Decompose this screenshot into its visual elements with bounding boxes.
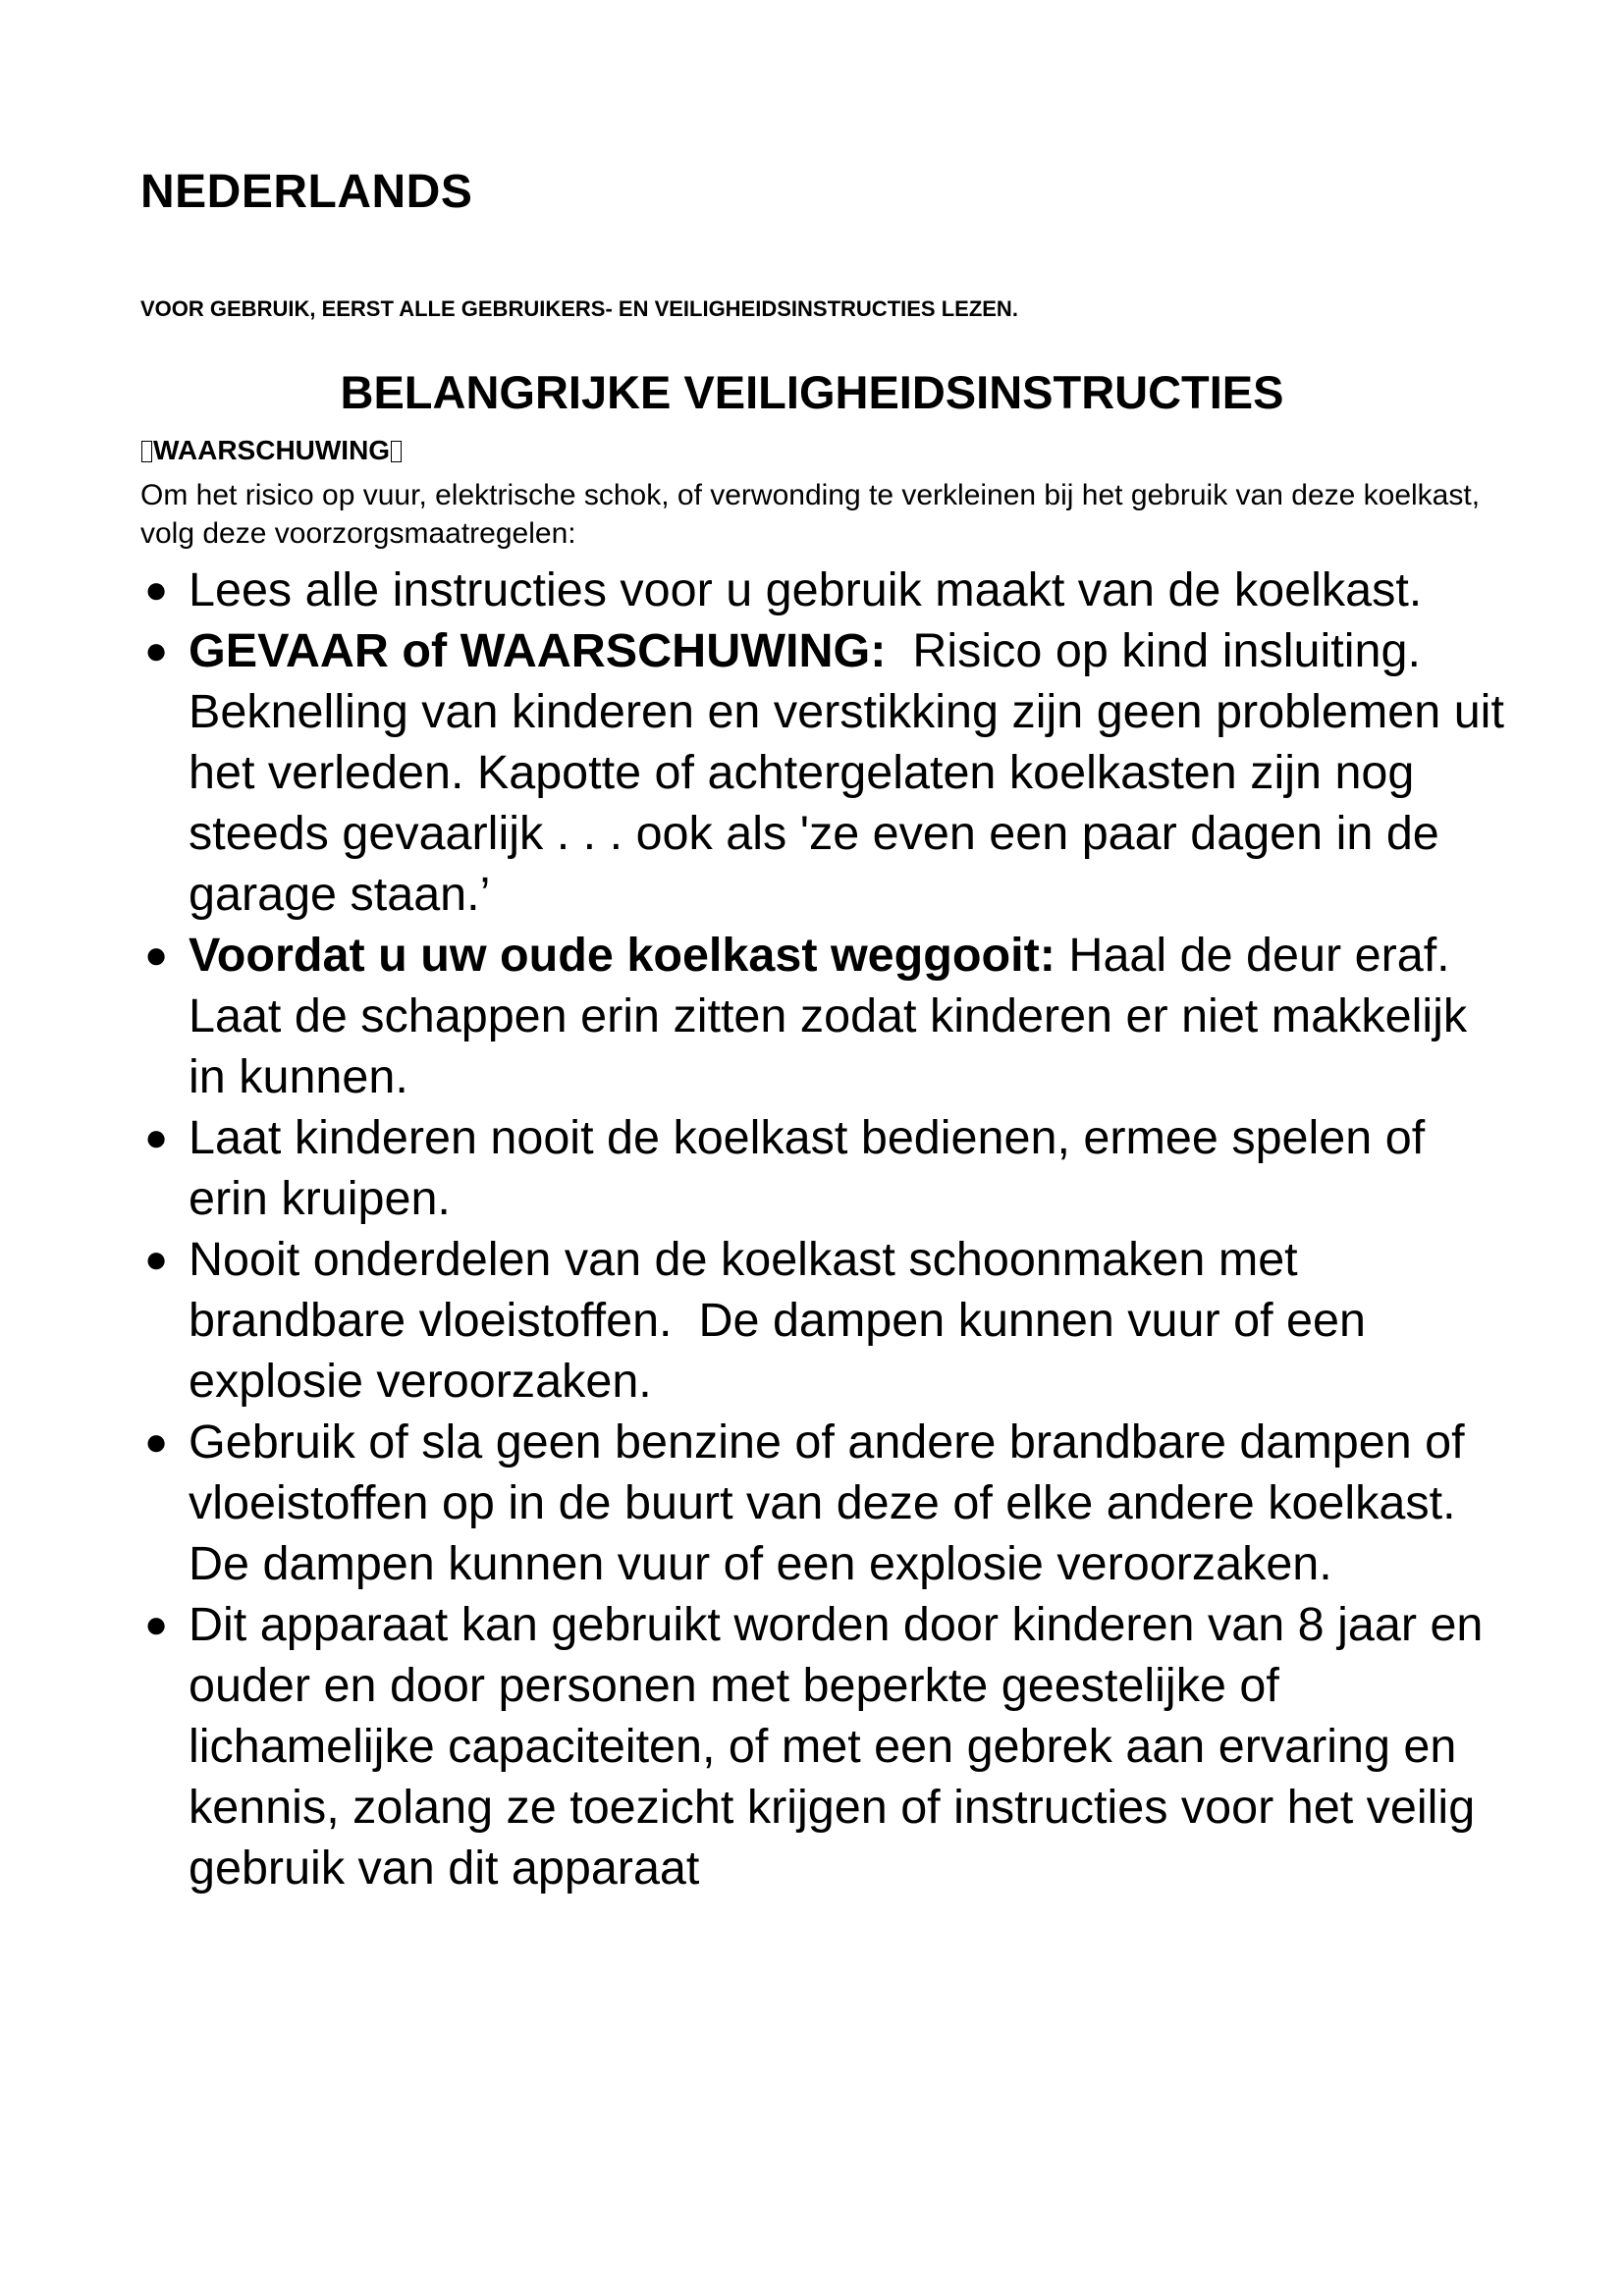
list-item-text <box>189 1594 1515 1898</box>
bullet-icon: ● <box>144 629 169 672</box>
bullet-body: Laat kinderen nooit de koelkast bedienen, ermee spelen of erin kruipen. <box>189 1111 1426 1225</box>
bullet-icon: ● <box>144 1420 169 1464</box>
bullet-paragraph <box>189 1229 1515 1412</box>
bullet-icon: ● <box>144 568 169 612</box>
placeholder-box-icon <box>391 441 402 462</box>
bullet-emphasis: Voordat u uw oude koelkast weggooit: <box>189 929 1056 982</box>
list-item <box>140 1412 1515 1594</box>
list-item <box>140 1107 1515 1229</box>
bullet-paragraph <box>189 1412 1515 1594</box>
list-item-text <box>189 620 1515 925</box>
bullet-paragraph <box>189 1107 1515 1229</box>
list-item <box>140 1594 1515 1898</box>
bullet-paragraph <box>189 925 1515 1107</box>
bullet-icon: ● <box>144 1238 169 1281</box>
intro-text: Om het risico op vuur, elektrische schok, of verwonding te verkleinen bij het gebruik van deze koelkast, volg deze voorzorgsmaatregelen: <box>140 479 1481 550</box>
bullet-paragraph <box>189 620 1515 681</box>
bullet-icon: ● <box>144 1603 169 1646</box>
list-item-text <box>189 1229 1515 1412</box>
pre-use-notice: VOOR GEBRUIK, EERST ALLE GEBRUIKERS- EN VEILIGHEIDSINSTRUCTIES LEZEN. <box>140 296 1018 321</box>
list-item-text <box>189 560 1515 620</box>
list-item <box>140 560 1515 620</box>
safety-instructions-heading: BELANGRIJKE VEILIGHEIDSINSTRUCTIES <box>340 366 1284 418</box>
list-item-text <box>189 1107 1515 1229</box>
bullet-icon: ● <box>144 1116 169 1159</box>
list-item <box>140 925 1515 1107</box>
bullet-emphasis: GEVAAR of WAARSCHUWING: <box>189 624 887 677</box>
placeholder-box-icon <box>141 441 152 462</box>
bullet-body: Nooit onderdelen van de koelkast schoonmaken met brandbare vloeistoffen. De dampen kunnen vuur of een explosie veroorzaken. <box>189 1233 1380 1408</box>
bullet-body: Dit apparaat kan gebruikt worden door kinderen van 8 jaar en ouder en door personen met beperkte geestelijke of lichamelijke capaciteiten, of met een gebrek aan ervaring en kennis, zolang ze toezicht krijgen of instructies voor het veilig gebruik van dit apparaat <box>189 1598 1484 1895</box>
warning-label <box>140 435 403 466</box>
bullet-body: Gebruik of sla geen benzine of andere brandbare dampen of vloeistoffen op in de buurt van deze of elke andere koelkast. De dampen kunnen vuur of een explosie veroorzaken. <box>189 1415 1483 1590</box>
language-title: NEDERLANDS <box>140 166 473 218</box>
bullet-icon: ● <box>144 934 169 977</box>
bullet-paragraph <box>189 1594 1515 1898</box>
list-item-text <box>189 1412 1515 1594</box>
warning-label-text: WAARSCHUWING <box>153 435 391 465</box>
list-item <box>140 620 1515 925</box>
bullet-paragraph <box>189 560 1515 620</box>
list-item <box>140 1229 1515 1412</box>
bullet-body: Risico op kind insluiting. <box>886 624 1421 677</box>
bullet-body: Lees alle instructies voor u gebruik maakt van de koelkast. <box>189 563 1423 616</box>
list-item-text <box>189 925 1515 1107</box>
bullet-body: Haal de deur eraf. Laat de schappen erin zitten zodat kinderen er niet makkelijk in kunnen. <box>189 929 1481 1103</box>
bullet-paragraph-extra: Beknelling van kinderen en verstikking zijn geen problemen uit het verleden. Kapotte of achtergelaten koelkasten zijn nog steeds gevaarlijk . . . ook als 'ze even een paar dagen in de garage staan.’ <box>189 685 1504 921</box>
safety-bullet-list <box>140 560 1515 1898</box>
